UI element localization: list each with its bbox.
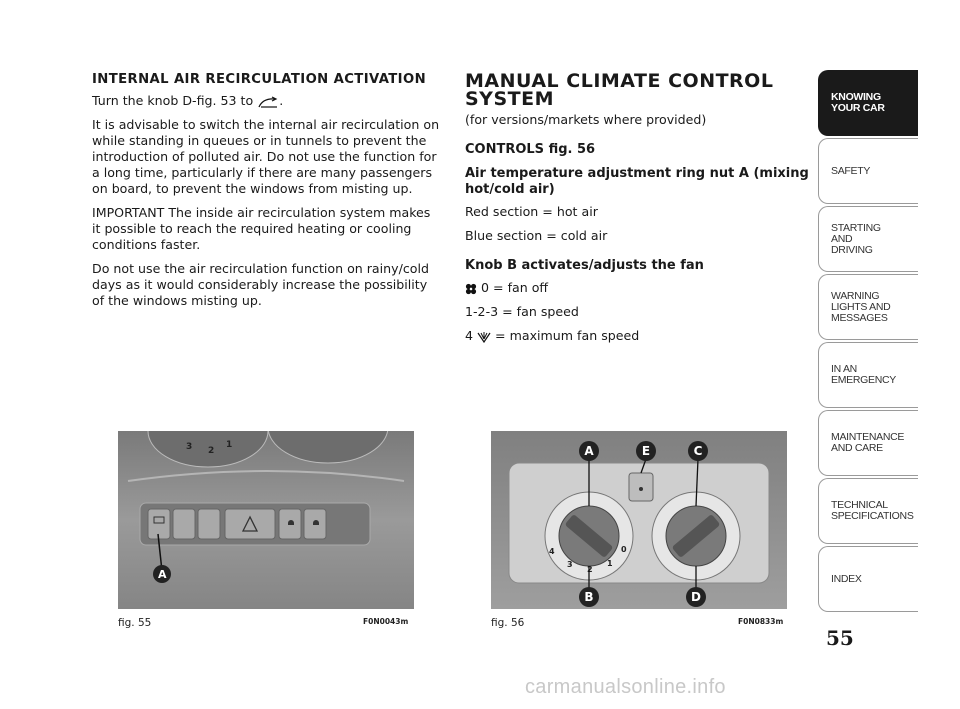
callout-a-label: A <box>158 568 167 581</box>
callout-b-label: B <box>584 590 594 604</box>
controls-heading: CONTROLS fig. 56 <box>465 142 596 157</box>
tab-technical-specifications[interactable]: TECHNICAL SPECIFICATIONS <box>818 478 918 544</box>
recirculation-instruction <box>92 93 442 109</box>
fan-dial-2: 2 <box>587 565 593 574</box>
tab-knowing-your-car[interactable]: KNOWING YOUR CAR <box>818 70 918 136</box>
figure-55-code: F0N0043m <box>363 617 409 626</box>
fan-dial-1: 1 <box>607 559 613 568</box>
tab-index[interactable]: INDEX <box>818 546 918 612</box>
dial-number-2: 2 <box>208 446 215 456</box>
tab-starting-and-driving[interactable]: STARTING AND DRIVING <box>818 206 918 272</box>
watermark: carmanualsonline.info <box>525 676 726 698</box>
climate-control-illustration <box>491 431 787 609</box>
figure-56-caption: fig. 56 <box>491 617 525 629</box>
callout-d-label: D <box>691 590 701 604</box>
figure-55-caption: fig. 55 <box>118 617 152 629</box>
fan-dial-3: 3 <box>567 560 573 569</box>
blue-section-text: Blue section = cold air <box>465 228 608 243</box>
dial-number-3: 3 <box>186 442 193 452</box>
recirculation-advice: It is advisable to switch the internal air recirculation on while standing in queues or in tunnels to prevent the introduction of polluted air. Do not use the function for a long time, particularly if there are many passengers on board, to prevent the windows from misting up. <box>92 117 440 196</box>
callout-e-label: E <box>641 444 651 458</box>
section-tabs <box>818 70 918 614</box>
fan-max-number: 4 <box>465 328 474 343</box>
dial-number-1: 1 <box>226 440 233 450</box>
fan-speed-line: 1-2-3 = fan speed <box>465 304 579 319</box>
fan-off-line <box>465 280 815 296</box>
red-section-text: Red section = hot air <box>465 204 598 219</box>
fan-dial-0: 0 <box>621 545 627 554</box>
climate-subtitle: (for versions/markets where provided) <box>465 112 707 127</box>
fan-knob-heading: Knob B activates/adjusts the fan <box>465 258 704 273</box>
tab-safety[interactable]: SAFETY <box>818 138 918 204</box>
figure-56-code: F0N0833m <box>738 617 784 626</box>
recirculation-heading: INTERNAL AIR RECIRCULATION ACTIVATION <box>92 72 427 87</box>
figure-56-photo <box>491 431 787 609</box>
fan-max-line <box>465 328 815 344</box>
fan-off-text: 0 = fan off <box>481 280 549 295</box>
instruction-text: Turn the knob D-fig. 53 to <box>92 93 254 108</box>
ring-nut-heading: Air temperature adjustment ring nut A (mixing hot/cold air) <box>465 166 809 197</box>
recirculation-important: IMPORTANT The inside air recirculation system makes it possible to reach the required heating or cooling conditions faster. <box>92 205 431 252</box>
recirculation-warning: Do not use the air recirculation function on rainy/cold days as it would considerably increase the possibility of the windows misting up. <box>92 261 429 308</box>
tab-in-an-emergency[interactable]: IN AN EMERGENCY <box>818 342 918 408</box>
instruction-end: . <box>279 93 284 108</box>
tab-maintenance-and-care[interactable]: MAINTENANCE AND CARE <box>818 410 918 476</box>
fan-off-icon <box>465 283 477 295</box>
page-number: 55 <box>826 626 854 650</box>
fan-max-icon <box>477 331 491 343</box>
climate-heading: MANUAL CLIMATE CONTROL SYSTEM <box>465 70 774 110</box>
figure-55-photo <box>118 431 414 609</box>
tab-warning-lights[interactable]: WARNING LIGHTS AND MESSAGES <box>818 274 918 340</box>
recirculation-icon <box>257 96 279 108</box>
recirculation-switch <box>148 509 170 539</box>
fan-dial-4: 4 <box>549 547 555 556</box>
right-column <box>465 72 815 352</box>
fan-max-text: = maximum fan speed <box>495 328 640 343</box>
dashboard-switches-illustration <box>118 431 414 609</box>
left-column <box>92 72 442 317</box>
callout-a-label: A <box>584 444 594 458</box>
callout-c-label: C <box>693 444 703 458</box>
